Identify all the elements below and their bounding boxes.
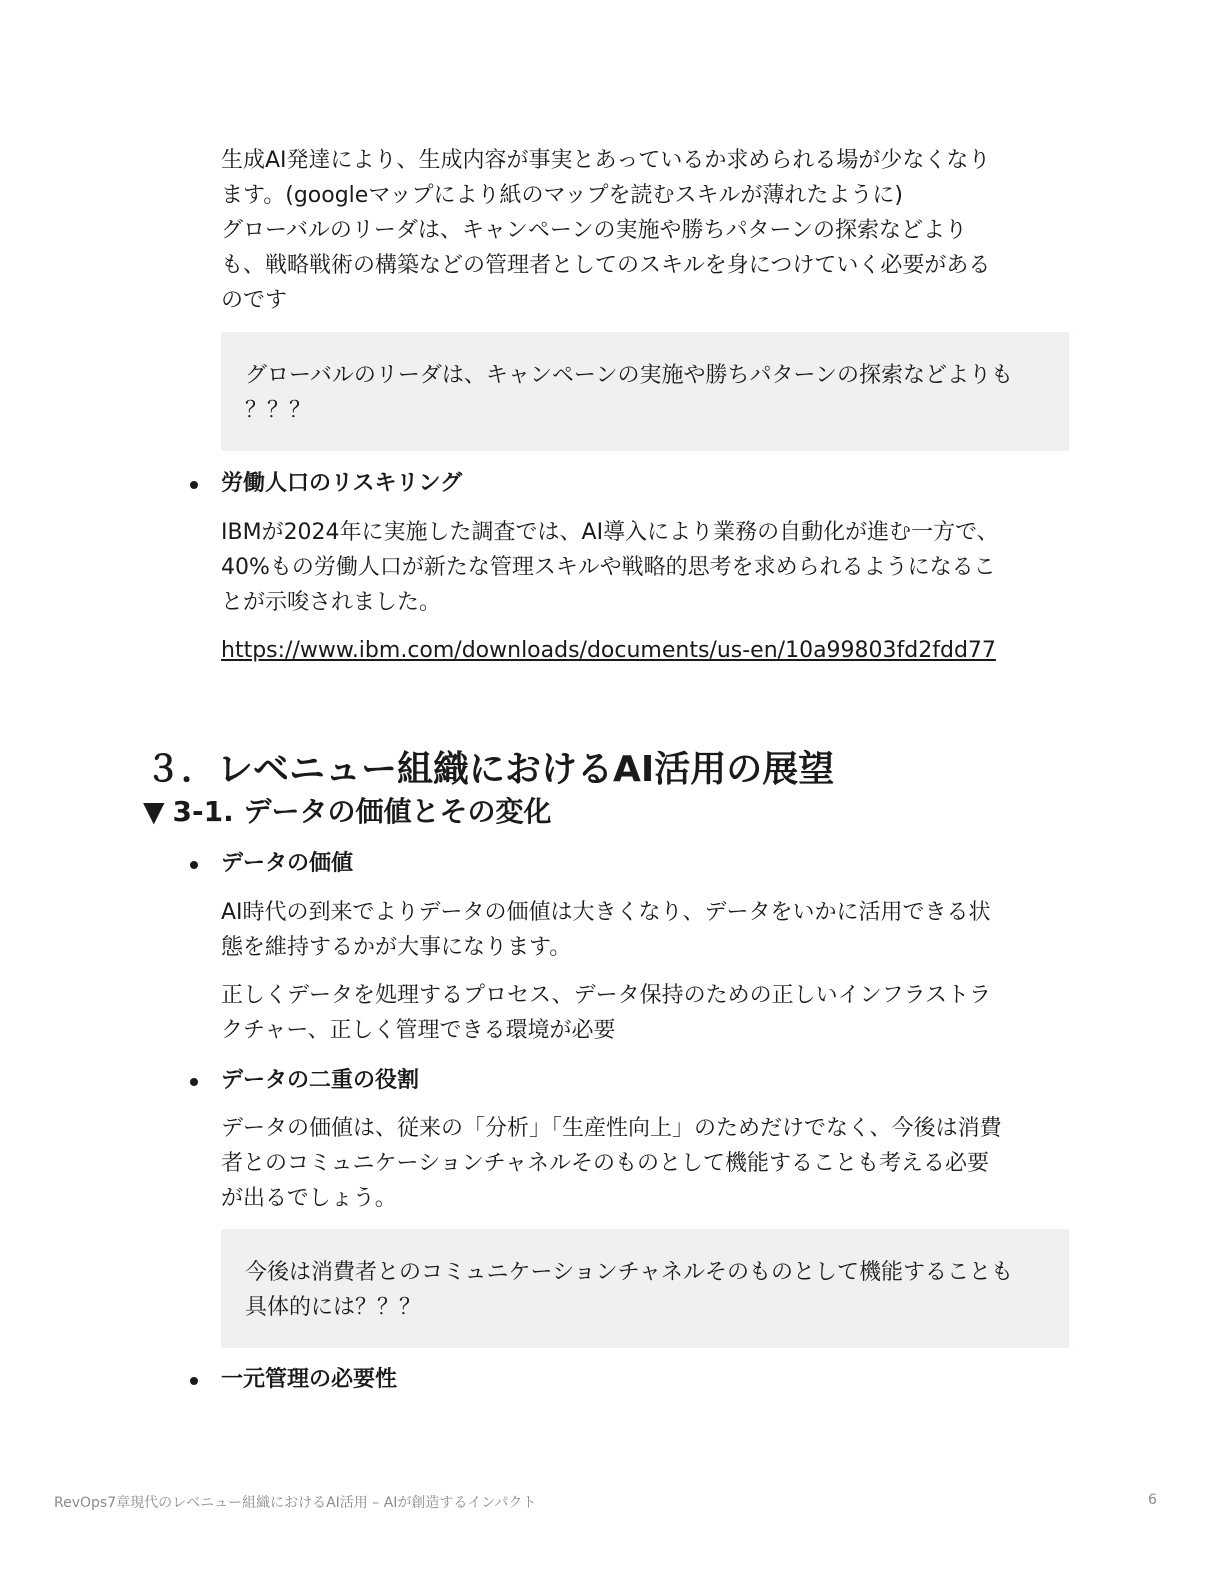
text-line: 生成AI発達により、生成内容が事実とあっているか求められる場が少なくなり [221,148,991,173]
text-line: クチャー、正しく管理できる環境が必要 [221,1018,616,1043]
text-line: グローバルのリーダは、キャンペーンの実施や勝ちパターンの探索などより [221,218,968,243]
intro-paragraph [221,143,1061,318]
text-line: 具体的には？？？ [245,1295,422,1320]
bullet-icon [190,481,198,489]
bullet-label: 労働人口のリスキリング [221,471,463,496]
bullet-label: 一元管理の必要性 [221,1367,398,1392]
text-line: ？？？ [245,398,312,423]
bullet-label: データの二重の役割 [221,1068,420,1093]
callout-block [221,332,1069,451]
reskilling-paragraph [221,515,1061,620]
footer-document-title: RevOps7章現代のレベニュー組織におけるAI活用 – AIが創造するインパクト [54,1495,537,1511]
toggle-triangle-icon[interactable]: ▼ [143,795,165,828]
data-value-paragraph-2 [221,978,1061,1048]
bullet-icon [190,1078,198,1086]
text-line: 者とのコミュニケーションチャネルそのものとして機能することも考える必要 [221,1151,990,1176]
bullet-label: データの価値 [221,851,354,876]
callout-block [221,1229,1069,1348]
text-line: も、戦略戦術の構築などの管理者としてのスキルを身につけていく必要がある [221,253,991,278]
text-line: のです [221,288,288,313]
text-line: 態を維持するかが大事になります。 [221,935,572,960]
text-line: ます。(googleマップにより紙のマップを読むスキルが薄れたように) [221,183,903,208]
text-line: 今後は消費者とのコミュニケーションチャネルそのものとして機能することも [245,1260,1014,1285]
bullet-icon [190,1377,198,1385]
text-line: グローバルのリーダは、キャンペーンの実施や勝ちパターンの探索などよりも [245,363,1014,388]
text-line: が出るでしょう。 [221,1186,397,1211]
text-line: AI時代の到来でよりデータの価値は大きくなり、データをいかに活用できる状 [221,900,991,925]
text-line: 40%もの労働人口が新たな管理スキルや戦略的思考を求められるようになるこ [221,555,996,580]
ibm-report-link[interactable]: https://www.ibm.com/downloads/documents/us-en/10a99803fd2fdd77 [221,638,996,663]
data-value-paragraph-1 [221,895,1061,965]
text-line: 正しくデータを処理するプロセス、データ保持のための正しいインフラストラ [221,983,992,1008]
subheading-text: 3-1. データの価値とその変化 [172,795,552,828]
toggle-subheading[interactable] [143,793,552,831]
text-line: データの価値は、従来の「分析」「生産性向上」のためだけでなく、今後は消費 [221,1116,1002,1141]
callout-text [245,358,1069,428]
callout-text [245,1255,1069,1325]
footer-page-number: 6 [1148,1492,1157,1508]
text-line: IBMが2024年に実施した調査では、AI導入により業務の自動化が進む一方で、 [221,520,999,545]
section-heading: ３．レベニュー組織におけるAI活用の展望 [145,749,835,790]
dual-role-paragraph [221,1111,1061,1216]
bullet-icon [190,861,198,869]
text-line: とが示唆されました。 [221,590,442,615]
